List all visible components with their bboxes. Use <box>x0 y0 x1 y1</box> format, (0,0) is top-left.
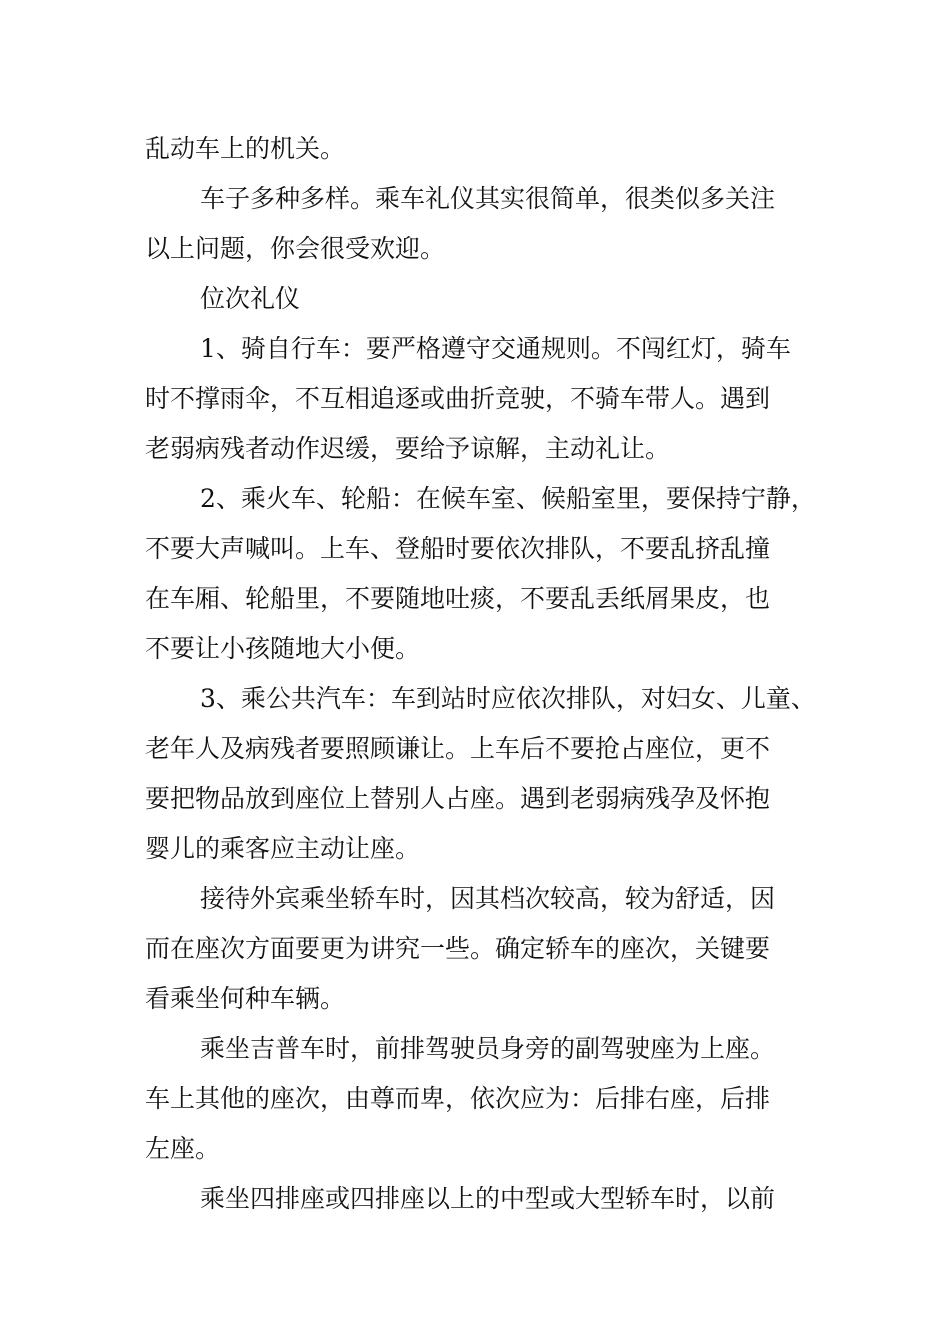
text-line: 以上问题，你会很受欢迎。 <box>145 234 446 263</box>
text-line: 1、骑自行车：要严格遵守交通规则。不闯红灯，骑车 <box>200 334 791 363</box>
text-line: 车上其他的座次，由尊而卑，依次应为：后排右座，后排 <box>145 1084 771 1113</box>
text-line: 看乘坐何种车辆。 <box>145 984 346 1013</box>
text-line: 老弱病残者动作迟缓，要给予谅解，主动礼让。 <box>145 434 671 463</box>
text-line: 要把物品放到座位上替别人占座。遇到老弱病残孕及怀抱 <box>145 784 771 813</box>
text-line: 老年人及病残者要照顾谦让。上车后不要抢占座位，更不 <box>145 734 771 763</box>
text-line: 位次礼仪 <box>200 284 301 313</box>
text-line: 左座。 <box>145 1134 221 1163</box>
text-line: 接待外宾乘坐轿车时，因其档次较高，较为舒适，因 <box>200 884 776 913</box>
text-line: 在车厢、轮船里，不要随地吐痰，不要乱丢纸屑果皮，也 <box>145 584 771 613</box>
text-line: 婴儿的乘客应主动让座。 <box>145 834 421 863</box>
document-body <box>145 124 816 1224</box>
text-line: 不要大声喊叫。上车、登船时要依次排队，不要乱挤乱撞 <box>145 534 771 563</box>
text-line: 不要让小孩随地大小便。 <box>145 634 421 663</box>
text-line: 3、乘公共汽车：车到站时应依次排队，对妇女、儿童、 <box>200 684 816 713</box>
text-line: 时不撑雨伞，不互相追逐或曲折竞驶，不骑车带人。遇到 <box>145 384 771 413</box>
text-line: 2、乘火车、轮船：在候车室、候船室里，要保持宁静， <box>200 484 816 513</box>
text-line: 车子多种多样。乘车礼仪其实很简单，很类似多关注 <box>200 184 776 213</box>
text-line: 乘坐四排座或四排座以上的中型或大型轿车时，以前 <box>200 1184 776 1213</box>
text-line: 乘坐吉普车时，前排驾驶员身旁的副驾驶座为上座。 <box>200 1034 776 1063</box>
text-line: 乱动车上的机关。 <box>145 134 346 163</box>
text-line: 而在座次方面要更为讲究一些。确定轿车的座次，关键要 <box>145 934 771 963</box>
